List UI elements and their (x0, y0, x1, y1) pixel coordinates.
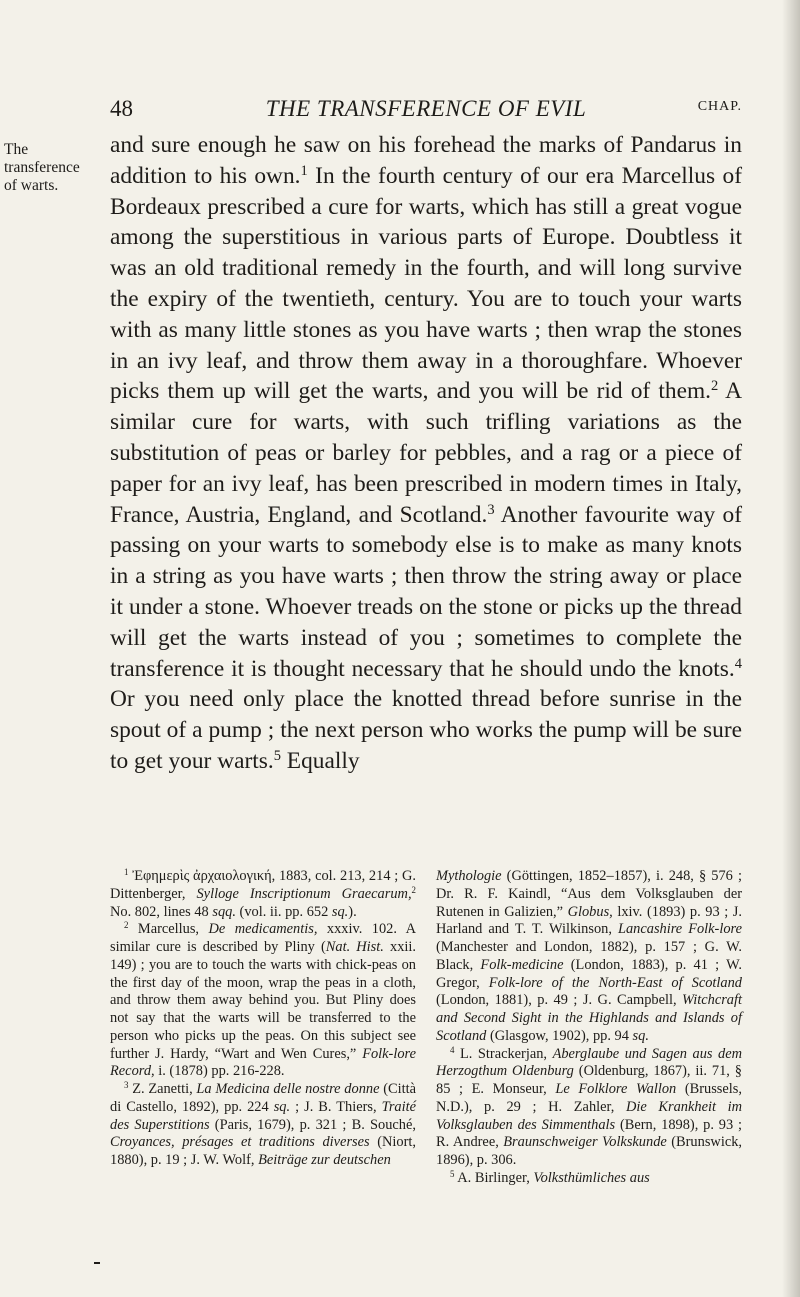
footnote-ref: 4 (734, 655, 742, 672)
footnote-text: sqq. (212, 903, 236, 920)
body-sentence: Equally (280, 747, 360, 774)
footnote-text: (Brunswick, 1896), p. 306. (436, 1134, 742, 1168)
body-sentence: A similar cure for warts, with such trifling variations as the substitution of peas or barley for pebbles, and a rag or a piece of paper for an ivy leaf, has been prescribed in modern times in Italy, France, Austria, England, and Scotland. (110, 378, 743, 528)
footnote-text: (Paris, 1679), p. 321 ; B. Souché, (209, 1116, 416, 1133)
footnote-number: 1 (124, 867, 129, 878)
footnotes-left-column (110, 868, 416, 1170)
footnote-ref: 3 (487, 501, 495, 518)
footnote-title: Die Krankheit im Volksglauben des Simmenthals (436, 1098, 742, 1133)
footnote-text: xxii. 149) ; you are to touch the warts with chick-peas on the first day of the moon, wrap the peas in a cloth, and throw them away behind you. But Pliny does not say that the warts will be transferred to the person who picks up the peas. On this subject see further J. Hardy, “Wart and Wen Cures,” (110, 939, 416, 1062)
footnote-text: (Niort, 1880), p. 19 ; J. W. Wolf, (110, 1134, 416, 1168)
footnote-text: Z. Zanetti, (128, 1081, 197, 1097)
footnote-title: Folk-medicine (480, 956, 564, 973)
footnote-title: Lancashire Folk-lore (617, 921, 743, 938)
print-mark (94, 1262, 100, 1264)
footnote-edition: 2 (411, 884, 416, 895)
footnote-text: (Brussels, N.D.), p. 29 ; H. Zahler, (436, 1081, 742, 1115)
footnote-ref: 2 (711, 378, 719, 395)
body-paragraph (110, 130, 742, 777)
footnote-text: (Città di Castello, 1892), pp. 224 (110, 1081, 416, 1115)
footnote-text: (Oldenburg, 1867), ii. 71, § 85 ; E. Monseur, (436, 1063, 742, 1097)
footnote-text: (London, 1883), p. 41 ; W. Gregor, (436, 956, 742, 991)
footnote-text: Marcellus, (128, 921, 209, 938)
footnote-title: De medicamentis, (208, 921, 318, 938)
footnote-title: Le Folklore Wallon (555, 1081, 677, 1097)
body-sentence: Or you need only place the knotted thread before sunrise in the spout of a pump ; the next person who works the pump will be sure to get your warts. (110, 686, 742, 774)
footnote-text: A. Birlinger, (454, 1169, 534, 1186)
footnote-2 (110, 921, 416, 1081)
footnote-ref: 5 (273, 747, 281, 764)
footnote-title: Traité des Superstitions (110, 1098, 416, 1133)
footnote-text: ; J. B. Thiers, (290, 1098, 382, 1115)
chapter-label: CHAP. (697, 99, 742, 114)
footnote-text: ). (348, 903, 357, 920)
footnote-number: 5 (450, 1168, 455, 1179)
footnote-text: lxiv. (1893) p. 93 ; J. Harland and T. T. Wilkinson, (436, 903, 742, 938)
body-sentence: In the fourth century of our era Marcellus of Bordeaux prescribed a cure for warts, which has still a great vogue among the superstitious in various parts of Europe. Doubtless it was an old traditional remedy in the fourth, and will long survive the expiry of the twentieth, century. You are to touch your warts with as many little stones as you have warts ; then wrap the stones in an ivy leaf, and throw them away in a thoroughfare. Whoever picks them up will get the warts, and you will be rid of them. (110, 162, 742, 405)
page-header (110, 96, 742, 126)
footnote-3-continued (436, 868, 742, 1046)
page-number: 48 (110, 96, 133, 121)
footnote-number: 4 (450, 1044, 455, 1055)
footnote-title: Aberglaube und Sagen aus dem Herzogthum Oldenburg (436, 1045, 743, 1080)
footnote-text: L. Strackerjan, (454, 1045, 553, 1062)
body-sentence: Another favourite way of passing on your warts to somebody else is to make as many knots in a string as you have warts ; then throw the string away or place it under a stone. Whoever treads on the stone or picks up the thread will get the warts instead of you ; sometimes to complete the transference it is thought necessary that he should undo the knots. (110, 501, 742, 682)
footnote-title: Globus, (567, 903, 613, 920)
footnote-title: Witchcraft and Second Sight in the Highlands and Islands of Scotland (436, 992, 742, 1044)
footnote-ref: 1 (300, 162, 308, 179)
footnote-text: (London, 1881), p. 49 ; J. G. Campbell, (436, 992, 683, 1009)
footnote-title: Mythologie (436, 868, 502, 884)
footnote-number: 3 (124, 1080, 129, 1091)
footnotes-right-column (436, 868, 742, 1188)
footnote-text: sq. (632, 1027, 649, 1044)
footnote-text: (vol. ii. pp. 652 (235, 903, 332, 920)
footnote-4 (436, 1046, 742, 1170)
footnote-3 (110, 1081, 416, 1170)
footnote-title: Nat. Hist. (325, 939, 384, 955)
footnote-title: Volksthümliches aus (533, 1169, 650, 1186)
body-sentence: and sure enough he saw on his forehead the marks of Pandarus in addition to his own. (110, 132, 742, 189)
footnote-text: (Manchester and London, 1882), p. 157 ; G. W. Black, (436, 939, 742, 973)
footnote-1 (110, 868, 416, 921)
page-edge-shadow (782, 0, 800, 1297)
footnote-title: Croyances, présages et traditions diverses (110, 1134, 370, 1151)
footnote-text: Ἐφημερὶς ἀρχαιολογική, 1883, col. 213, 214 ; G. Dittenberger, (110, 868, 416, 902)
footnote-text: sq. (331, 903, 349, 920)
footnote-text: (Bern, 1898), p. 93 ; R. Andree, (436, 1116, 742, 1151)
footnote-title: Folk-lore of the North-East of Scotland (488, 974, 742, 991)
footnote-text: (Glasgow, 1902), pp. 94 (486, 1027, 633, 1044)
footnote-text: sq. (273, 1098, 291, 1115)
footnote-text: (Göttingen, 1852–1857), i. 248, § 576 ; Dr. R. F. Kaindl, “Aus dem Volksglauben der Rutenen in Galizien,” (436, 868, 742, 920)
footnote-text: No. 802, lines 48 (110, 903, 213, 920)
margin-sidenote: The transference of warts. (4, 141, 80, 194)
footnote-text: i. (1878) pp. 216-228. (154, 1063, 285, 1080)
running-title: THE TRANSFERENCE OF EVIL (265, 96, 587, 121)
footnote-title: Beiträge zur deutschen (258, 1152, 391, 1168)
footnote-number: 2 (124, 920, 129, 931)
footnote-5 (436, 1170, 742, 1188)
footnote-title: Braunschweiger Volkskunde (503, 1134, 667, 1151)
footnote-text: xxxiv. 102. A similar cure is described by Pliny ( (110, 921, 416, 955)
footnote-title: Sylloge Inscriptionum Graecarum, (196, 885, 412, 902)
footnote-title: La Medicina delle nostre donne (196, 1081, 380, 1097)
footnote-title: Folk-lore Record, (110, 1045, 416, 1080)
